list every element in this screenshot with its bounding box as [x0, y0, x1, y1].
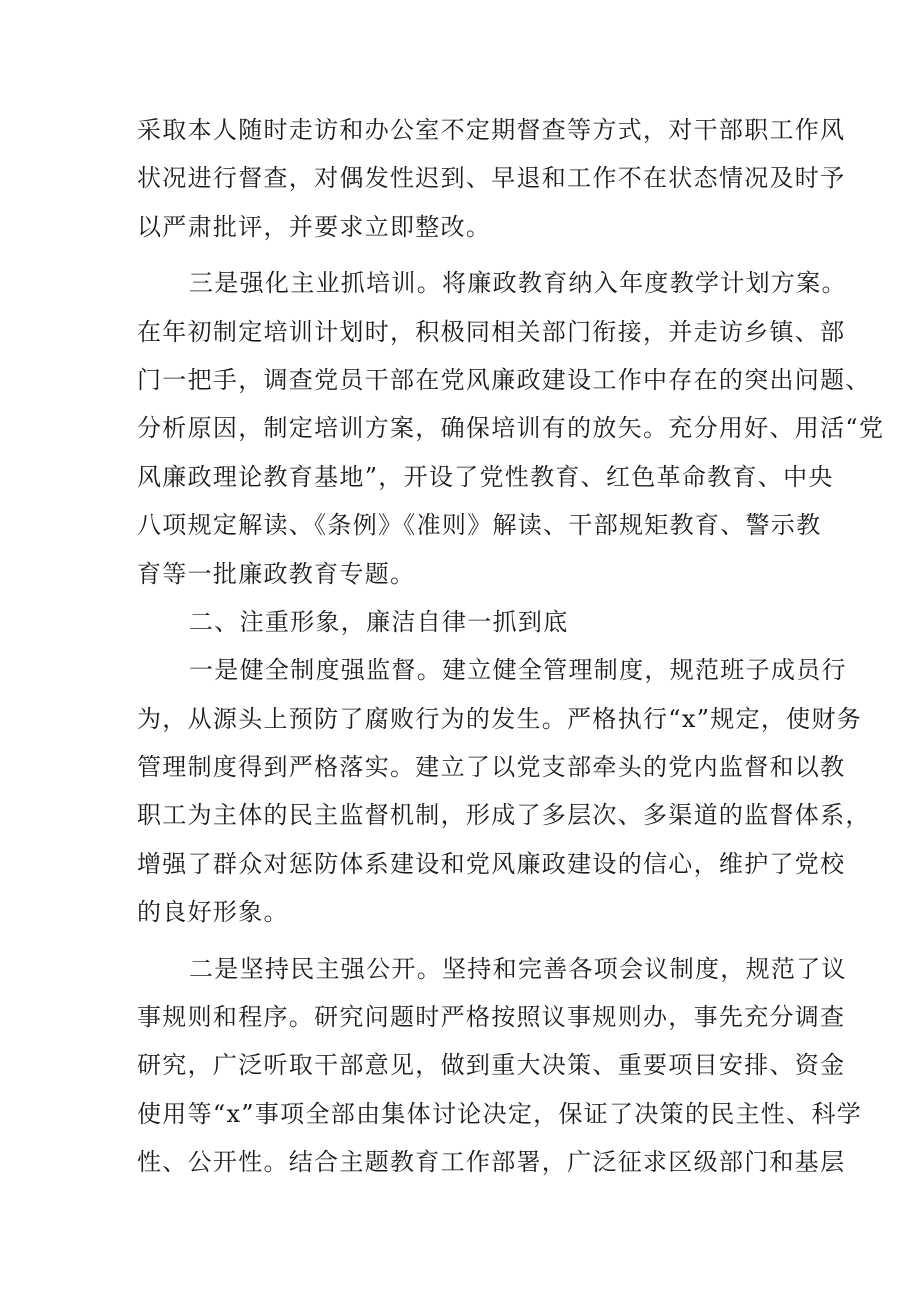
paragraph-heading-line: 一是健全制度强监督。建立健全管理制度，规范班子成员行 [189, 656, 847, 685]
text-line: 八项规定解读、《条例》《准则》解读、干部规矩教育、警示教 [137, 511, 822, 540]
paragraph-heading-line: 三是强化主业抓培训。将廉政教育纳入年度教学计划方案。 [189, 269, 847, 298]
text-line: 以严肃批评，并要求立即整改。 [137, 212, 492, 241]
text-line: 在年初制定培训计划时，积极同相关部门衔接，并走访乡镇、部 [137, 317, 846, 346]
section-heading: 二、注重形象，廉洁自律一抓到底 [189, 607, 569, 636]
text-line: 职工为主体的民主监督机制，形成了多层次、多渠道的监督体系， [137, 801, 871, 830]
text-line: 为，从源头上预防了腐败行为的发生。严格执行“x”规定，使财务 [137, 704, 863, 733]
text-line: 风廉政理论教育基地”，开设了党性教育、红色革命教育、中央 [137, 462, 834, 491]
text-line: 事规则和程序。研究问题时严格按照议事规则办，事先充分调查 [137, 1003, 846, 1032]
text-line: 增强了群众对惩防体系建设和党风廉政建设的信心，维护了党校 [137, 849, 846, 878]
text-line: 使用等“x”事项全部由集体讨论决定，保证了决策的民主性、科学 [137, 1099, 863, 1128]
paragraph-gap [137, 937, 801, 945]
text-line: 采取本人随时走访和办公室不定期督查等方式，对干部职工作风 [137, 116, 846, 144]
text-line: 研究，广泛听取干部意见，做到重大决策、重要项目安排、资金 [137, 1051, 846, 1080]
text-line: 育等一批廉政教育专题。 [137, 559, 416, 588]
paragraph-gap [137, 251, 801, 259]
document-body [137, 106, 885, 1187]
text-line: 性、公开性。结合主题教育工作部署，广泛征求区级部门和基层 [137, 1148, 846, 1177]
text-line: 的良好形象。 [137, 898, 289, 927]
text-line: 管理制度得到严格落实。建立了以党支部牵头的党内监督和以教 [137, 753, 846, 782]
text-line: 状况进行督查，对偶发性迟到、早退和工作不在状态情况及时予 [137, 164, 846, 193]
text-line: 门一把手，调查党员干部在党风廉政建设工作中存在的突出问题、 [137, 365, 871, 394]
text-line: 分析原因，制定培训方案，确保培训有的放矢。充分用好、用活“党 [137, 414, 885, 443]
paragraph-heading-line: 二是坚持民主强公开。坚持和完善各项会议制度，规范了议 [189, 954, 847, 983]
